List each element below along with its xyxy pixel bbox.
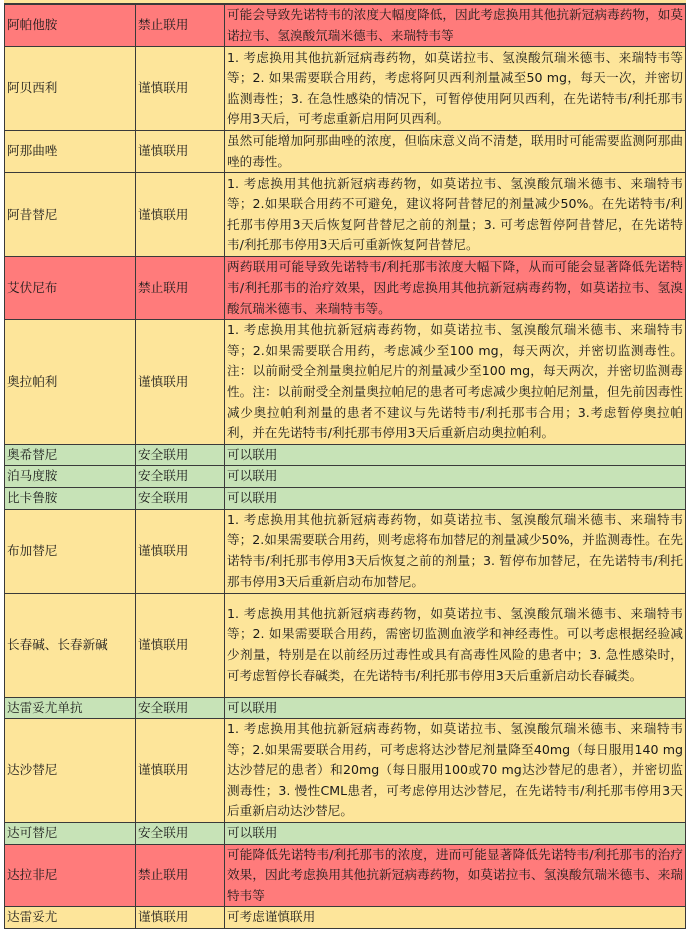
interaction-level-cell[interactable]: 禁止联用: [136, 844, 225, 907]
table-row: [5, 173, 686, 257]
table-row: [5, 466, 686, 488]
table-row: [5, 823, 686, 845]
recommendation-cell[interactable]: 可以联用: [225, 697, 686, 719]
drug-name-cell[interactable]: 阿帕他胺: [5, 5, 136, 47]
drug-name-cell[interactable]: 达雷妥尤: [5, 907, 136, 929]
recommendation-cell[interactable]: 1. 考虑换用其他抗新冠病毒药物，如莫诺拉韦、氢溴酸氘瑞米德韦、来瑞特韦等；2. 如果需要联合用药，需密切监测血液学和神经毒性。可以考虑根据经验减少剂量，特别是在以前经历过毒性或具有高毒性风险的患者中；3. 急性感染时，可考虑暂停长春碱类，在先诺特韦/利托那韦停用3天后重新启动长春碱类。: [225, 593, 686, 697]
recommendation-cell[interactable]: 可考虑谨慎联用: [225, 907, 686, 929]
recommendation-cell[interactable]: 可以联用: [225, 466, 686, 488]
table-row: [5, 47, 686, 131]
table-row: [5, 444, 686, 466]
drug-interaction-table: [4, 4, 686, 929]
table-row: [5, 320, 686, 445]
drug-name-cell[interactable]: 奥拉帕利: [5, 320, 136, 445]
drug-name-cell[interactable]: 阿贝西利: [5, 47, 136, 131]
table-row: [5, 509, 686, 593]
drug-name-cell[interactable]: 达可替尼: [5, 823, 136, 845]
drug-name-cell[interactable]: 阿昔替尼: [5, 173, 136, 257]
table-row: [5, 5, 686, 47]
recommendation-cell[interactable]: 1. 考虑换用其他抗新冠病毒药物，如莫诺拉韦、氢溴酸氘瑞米德韦、来瑞特韦等等；2. 如果需要联合用药，考虑将阿贝西利剂量减至50 mg，每天一次，并密切监测毒性；3. 在急性感染的情况下，可暂停使用阿贝西利，在先诺特韦/利托那韦停用3天后，可考虑重新启用阿贝西利。: [225, 47, 686, 131]
drug-name-cell[interactable]: 艾伏尼布: [5, 257, 136, 320]
table-row: [5, 719, 686, 823]
interaction-level-cell[interactable]: 谨慎联用: [136, 719, 225, 823]
table-row: [5, 131, 686, 173]
interaction-level-cell[interactable]: 安全联用: [136, 823, 225, 845]
drug-name-cell[interactable]: 达沙替尼: [5, 719, 136, 823]
interaction-level-cell[interactable]: 谨慎联用: [136, 320, 225, 445]
recommendation-cell[interactable]: 可能降低先诺特韦/利托那韦的浓度，进而可能显著降低先诺特韦/利托那韦的治疗效果，因此考虑换用其他抗新冠病毒药物，如莫诺拉韦、氢溴酸氘瑞米德韦、来瑞特韦等: [225, 844, 686, 907]
recommendation-cell[interactable]: 两药联用可能导致先诺特韦/利托那韦浓度大幅下降，从而可能会显著降低先诺特韦/利托那韦的治疗效果，因此考虑换用其他抗新冠病毒药物，如莫诺拉韦、氢溴酸氘瑞米德韦、来瑞特韦等。: [225, 257, 686, 320]
interaction-level-cell[interactable]: 谨慎联用: [136, 47, 225, 131]
table-row: [5, 487, 686, 509]
drug-name-cell[interactable]: 长春碱、长春新碱: [5, 593, 136, 697]
table-row: [5, 844, 686, 907]
interaction-level-cell[interactable]: 安全联用: [136, 697, 225, 719]
interaction-level-cell[interactable]: 谨慎联用: [136, 173, 225, 257]
interaction-level-cell[interactable]: 禁止联用: [136, 5, 225, 47]
recommendation-cell[interactable]: 1. 考虑换用其他抗新冠病毒药物，如莫诺拉韦、氢溴酸氘瑞米德韦、来瑞特韦等；2.如果需要联合用药，则考虑将布加替尼的剂量减少50%，并监测毒性。在先诺特韦/利托那韦停用3天后恢复之前的剂量；3. 暂停布加替尼，在先诺特韦/利托那韦停用3天后重新启动布加替尼。: [225, 509, 686, 593]
recommendation-cell[interactable]: 虽然可能增加阿那曲唑的浓度，但临床意义尚不清楚，联用时可能需要监测阿那曲唑的毒性。: [225, 131, 686, 173]
drug-name-cell[interactable]: 奥希替尼: [5, 444, 136, 466]
table-row: [5, 593, 686, 697]
interaction-level-cell[interactable]: 谨慎联用: [136, 131, 225, 173]
interaction-level-cell[interactable]: 谨慎联用: [136, 509, 225, 593]
recommendation-cell[interactable]: 1. 考虑换用其他抗新冠病毒药物，如莫诺拉韦、氢溴酸氘瑞米德韦、来瑞特韦等；2.如果需要联合用药，可考虑将达沙替尼剂量降至40mg（每日服用140 mg达沙替尼的患者）和20mg（每日服用100或70 mg达沙替尼的患者），并密切监测毒性；3. 慢性CML患者，可考虑停用达沙替尼，在先诺特韦/利托那韦停用3天后重新启动达沙替尼。: [225, 719, 686, 823]
recommendation-cell[interactable]: 可以联用: [225, 487, 686, 509]
interaction-level-cell[interactable]: 安全联用: [136, 487, 225, 509]
drug-name-cell[interactable]: 比卡鲁胺: [5, 487, 136, 509]
interaction-level-cell[interactable]: 谨慎联用: [136, 907, 225, 929]
interaction-level-cell[interactable]: 安全联用: [136, 444, 225, 466]
recommendation-cell[interactable]: 可能会导致先诺特韦的浓度大幅度降低，因此考虑换用其他抗新冠病毒药物，如莫诺拉韦、氢溴酸氘瑞米德韦、来瑞特韦等: [225, 5, 686, 47]
recommendation-cell[interactable]: 可以联用: [225, 444, 686, 466]
recommendation-cell[interactable]: 1. 考虑换用其他抗新冠病毒药物，如莫诺拉韦、氢溴酸氘瑞米德韦、来瑞特韦等；2.如果联合用药不可避免，建议将阿昔替尼的剂量减少50%。在先诺特韦/利托那韦停用3天后恢复阿昔替尼之前的剂量；3. 可考虑暂停阿昔替尼，在先诺特韦/利托那韦停用3天后可重新恢复阿昔替尼。: [225, 173, 686, 257]
table-row: [5, 697, 686, 719]
drug-name-cell[interactable]: 达拉非尼: [5, 844, 136, 907]
recommendation-cell[interactable]: 1. 考虑换用其他抗新冠病毒药物，如莫诺拉韦、氢溴酸氘瑞米德韦、来瑞特韦等；2.如果需要联合用药，考虑减少至100 mg，每天两次，并密切监测毒性。注：以前耐受全剂量奥拉帕尼片的剂量减少至100 mg，每天两次，并密切监测毒性。注：以前耐受全剂量奥拉帕尼的患者可考虑减少奥拉帕尼剂量，但先前因毒性减少奥拉帕利剂量的患者不建议与先诺特韦/利托那韦合用；3.考虑暂停奥拉帕利，并在先诺特韦/利托那韦停用3天后重新启动奥拉帕利。: [225, 320, 686, 445]
interaction-level-cell[interactable]: 禁止联用: [136, 257, 225, 320]
drug-name-cell[interactable]: 阿那曲唑: [5, 131, 136, 173]
drug-name-cell[interactable]: 布加替尼: [5, 509, 136, 593]
table-row: [5, 257, 686, 320]
interaction-level-cell[interactable]: 安全联用: [136, 466, 225, 488]
drug-name-cell[interactable]: 达雷妥尤单抗: [5, 697, 136, 719]
table-row: [5, 907, 686, 929]
drug-name-cell[interactable]: 泊马度胺: [5, 466, 136, 488]
interaction-level-cell[interactable]: 谨慎联用: [136, 593, 225, 697]
recommendation-cell[interactable]: 可以联用: [225, 823, 686, 845]
